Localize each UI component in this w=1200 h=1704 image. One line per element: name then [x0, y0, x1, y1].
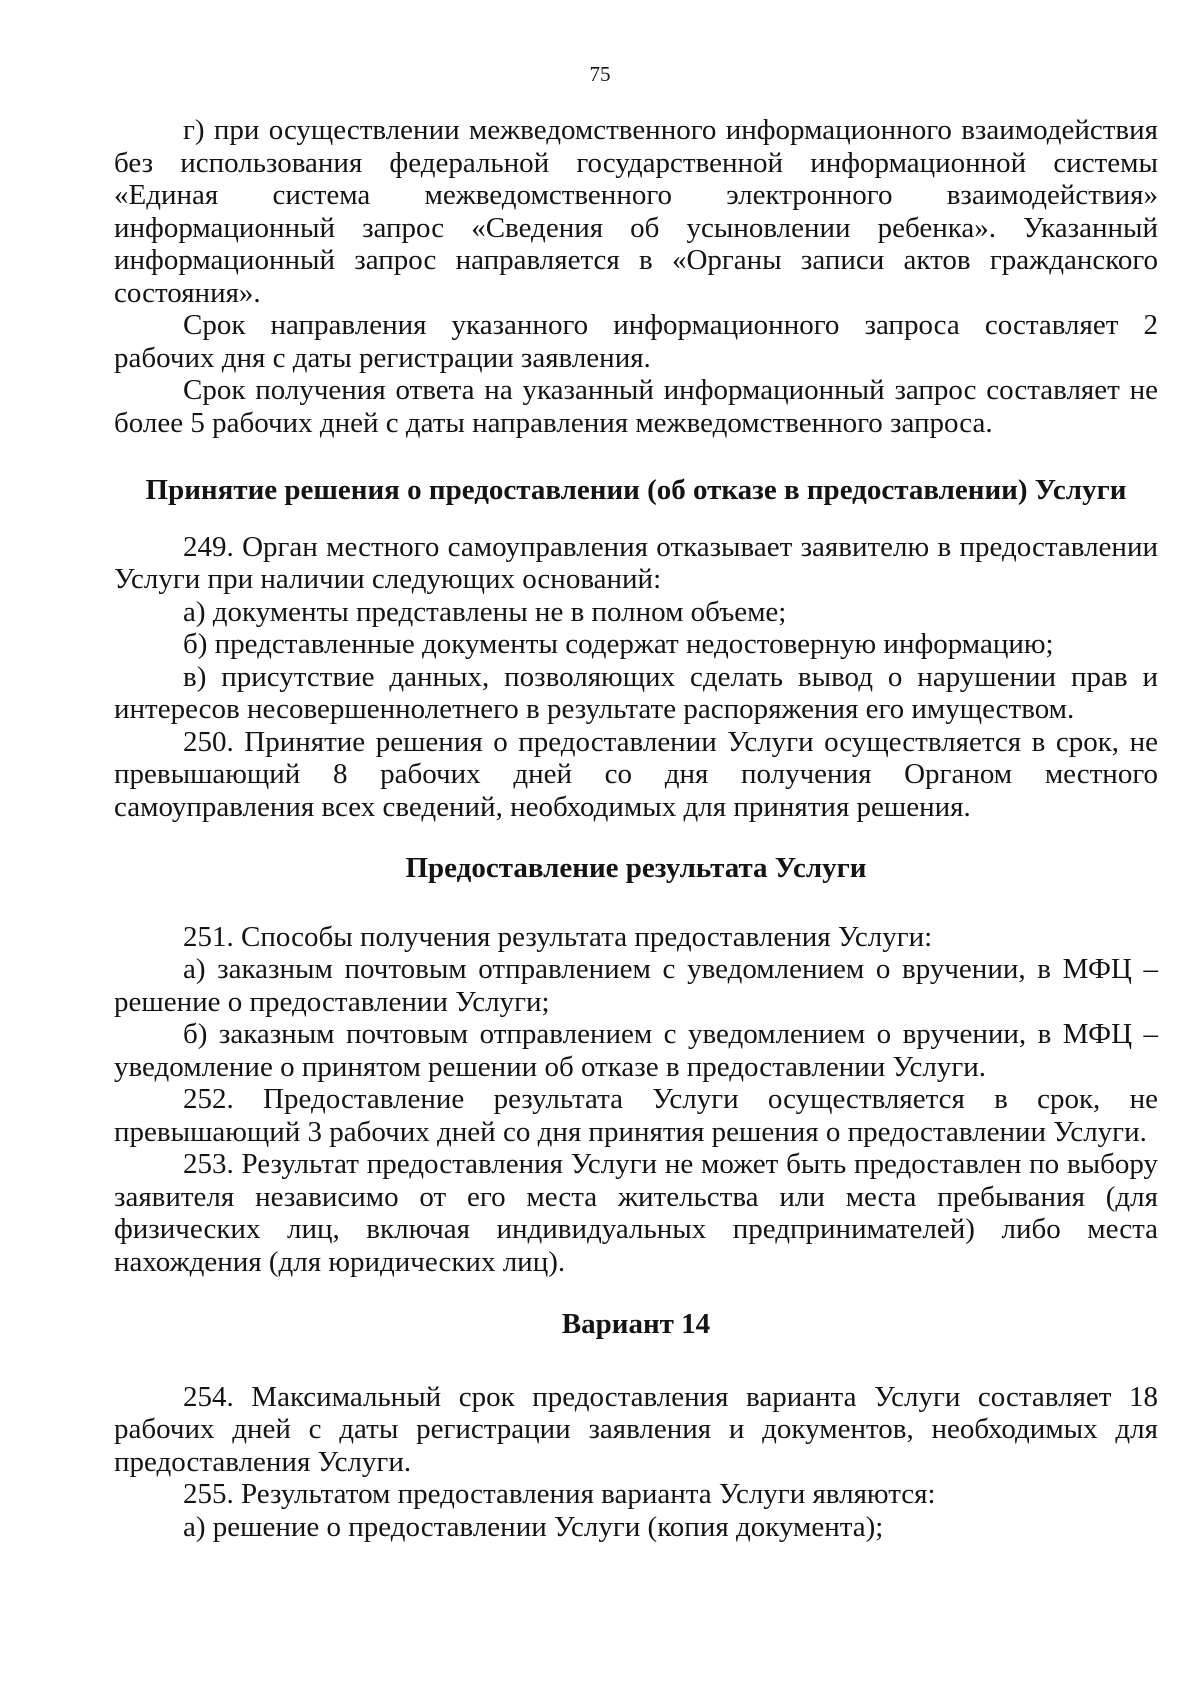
list-item: б) заказным почтовым отправлением с уведомлением о вручении, в МФЦ – уведомление о принятом решении об отказе в предоставлении Услуги. — [114, 1018, 1158, 1083]
paragraph: 252. Предоставление результата Услуги осуществляется в срок, не превышающий 3 рабочих дней со дня принятия решения о предоставлении Услуги. — [114, 1083, 1158, 1148]
paragraph: Срок получения ответа на указанный информационный запрос составляет не более 5 рабочих дней с даты направления межведомственного запроса. — [114, 374, 1158, 439]
paragraph: г) при осуществлении межведомственного информационного взаимодействия без использования федеральной государственной информационной системы «Единая система межведомственного электронного взаимодействия» информационный запрос «Сведения об усыновлении ребенка». Указанный информационный запрос направляется в «Органы записи актов гражданского состояния». — [114, 114, 1158, 309]
paragraph: 253. Результат предоставления Услуги не может быть предоставлен по выбору заявителя независимо от его места жительства или места пребывания (для физических лиц, включая индивидуальных предпринимателей) либо места нахождения (для юридических лиц). — [114, 1148, 1158, 1278]
page-number: 75 — [589, 62, 611, 86]
section-heading: Принятие решения о предоставлении (об отказе в предоставлении) Услуги — [145, 474, 1127, 506]
document-body — [114, 114, 1158, 1543]
list-item: а) заказным почтовым отправлением с уведомлением о вручении, в МФЦ – решение о предоставлении Услуги; — [114, 953, 1158, 1018]
list-item: в) присутствие данных, позволяющих сделать вывод о нарушении прав и интересов несовершеннолетнего в результате распоряжения его имуществом. — [114, 660, 1158, 725]
list-item: а) документы представлены не в полном объеме; — [183, 595, 787, 628]
list-item: а) решение о предоставлении Услуги (копия документа); — [183, 1510, 884, 1543]
section-heading: Вариант 14 — [561, 1308, 711, 1340]
paragraph: 250. Принятие решения о предоставлении Услуги осуществляется в срок, не превышающий 8 рабочих дней со дня получения Органом местного самоуправления всех сведений, необходимых для принятия решения. — [114, 725, 1158, 823]
paragraph: 251. Способы получения результата предоставления Услуги: — [183, 920, 933, 953]
paragraph: 254. Максимальный срок предоставления варианта Услуги составляет 18 рабочих дней с даты регистрации заявления и документов, необходимых для предоставления Услуги. — [114, 1380, 1158, 1478]
section-heading: Предоставление результата Услуги — [405, 852, 867, 884]
paragraph: 249. Орган местного самоуправления отказывает заявителю в предоставлении Услуги при наличии следующих оснований: — [114, 530, 1158, 595]
paragraph: Срок направления указанного информационного запроса составляет 2 рабочих дня с даты регистрации заявления. — [114, 309, 1158, 374]
list-item: б) представленные документы содержат недостоверную информацию; — [183, 628, 1054, 660]
paragraph: 255. Результатом предоставления варианта Услуги являются: — [183, 1478, 936, 1510]
